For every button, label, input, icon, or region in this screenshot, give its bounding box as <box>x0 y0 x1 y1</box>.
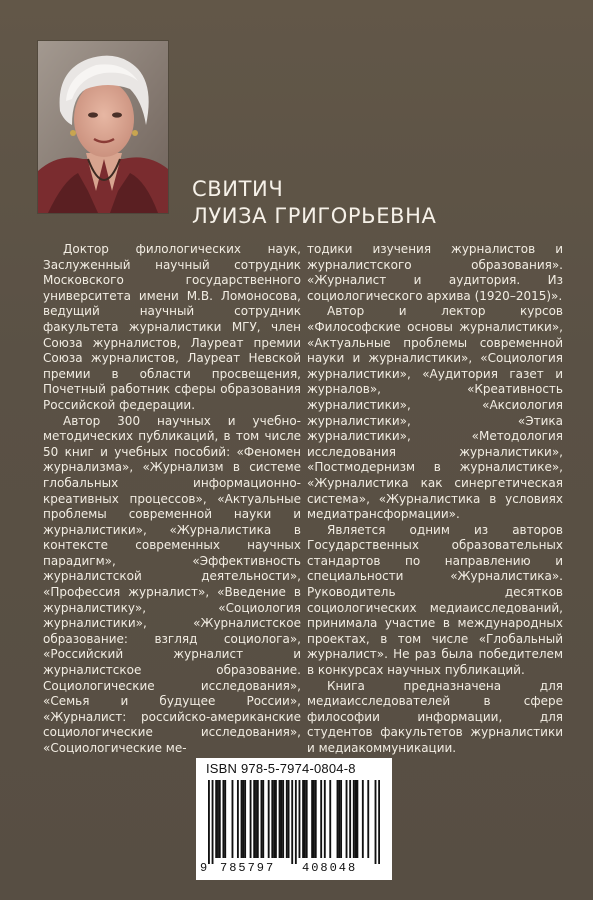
barcode-bar <box>241 780 243 858</box>
barcode-bar <box>244 780 246 858</box>
barcode-bar <box>349 780 351 858</box>
author-name <box>192 176 436 230</box>
barcode-bar <box>356 780 358 858</box>
barcode-bar <box>353 780 355 858</box>
barcode-bar <box>262 780 264 858</box>
author-surname: СВИТИЧ <box>192 177 284 201</box>
barcode-bar <box>320 780 322 858</box>
barcode-bar <box>315 780 317 858</box>
barcode-bar <box>242 780 244 858</box>
barcode-bar <box>268 780 270 858</box>
right-text-column <box>307 242 563 757</box>
barcode-bar <box>362 780 364 858</box>
barcode-bar <box>288 780 290 858</box>
barcode-bar <box>346 780 348 858</box>
author-given-names: ЛУИЗА ГРИГОРЬЕВНА <box>192 204 437 228</box>
courses-paragraph: Автор и лектор курсов «Философские основы журналистики», «Актуальные проблемы современной науки и журналистики», «Социология журналистики», «Аудитория газет и журналов», «Креативность журналистики», «Аксиология журналистики», «Этика журналистики», «Методология исследования журналистики», «Постмодернизм в журналистике», «Журналистика как синергетическая система», «Журналистика в условиях медиатрансформации». <box>307 304 563 522</box>
publications-continuation: тодики изучения журналистов и журналистского образования». «Журналист и аудитория. Из социологического архива (1920–2015)». <box>307 242 563 303</box>
barcode-bar <box>304 780 306 858</box>
barcode-bar <box>253 780 255 858</box>
barcode-bar <box>232 780 234 858</box>
barcode-bar <box>337 780 339 858</box>
barcode-bar <box>219 780 221 858</box>
barcode-bar <box>273 780 275 858</box>
barcode-first-digit: 9 <box>200 861 210 875</box>
barcode-bar <box>237 780 239 858</box>
bio-paragraph: Доктор филологических наук, Заслуженный научный сотрудник Московского государственного университета имени М.В. Ломоносова, ведущий научный сотрудник факультета журналистики МГУ, член Союза журналистов, Лауреат премии Союза журналистов, Лауреат Невской премии в области просвещения, Почетный работник сферы образования Российской федерации. <box>43 242 301 412</box>
barcode-bar <box>217 780 219 858</box>
barcode-bar <box>329 780 331 858</box>
barcode-bar <box>279 780 281 858</box>
barcode-bar <box>215 780 217 858</box>
barcode-bar <box>295 780 297 864</box>
barcode-bar <box>306 780 308 858</box>
author-portrait-illustration <box>38 41 168 213</box>
barcode-bar <box>257 780 259 858</box>
barcode-bar <box>224 780 226 858</box>
isbn-barcode <box>196 758 392 880</box>
audience-paragraph: Книга предназначена для медиаисследователей в сфере философии информации, для студентов факультетов журналистики и медиакоммуникации. <box>307 678 563 755</box>
barcode-bar <box>378 780 380 864</box>
barcode-bar <box>311 780 313 858</box>
barcode-bar <box>313 780 315 858</box>
barcode-bar <box>212 780 214 864</box>
barcode-left-group: 785797 <box>220 861 276 875</box>
isbn-label: ISBN 978-5-7974-0804-8 <box>206 761 356 776</box>
barcode-bar <box>250 780 252 858</box>
barcode-bar <box>222 780 224 858</box>
barcode-right-group: 408048 <box>302 861 358 875</box>
barcode-bar <box>286 780 288 858</box>
barcode-bar <box>261 780 263 858</box>
barcode-bar <box>367 780 369 858</box>
barcode-bar <box>282 780 284 858</box>
barcode-bar <box>355 780 357 858</box>
barcode-bar <box>291 780 293 864</box>
barcode-bar <box>375 780 377 864</box>
barcode-bars <box>208 780 380 864</box>
barcode-bar <box>302 780 304 858</box>
barcode-bar <box>340 780 342 858</box>
barcode-bar <box>299 780 301 858</box>
barcode-bar <box>324 780 326 858</box>
publications-paragraph: Автор 300 научных и учебно-методических публикаций, в том числе 50 книг и учебных пособий: «Феномен журнализма», «Журнализм в системе глобальных информационно-креативных процессов», «Актуальные проблемы современной науки и журналистики», «Журналистика в контексте современных научных парадигм», «Эффективность журналистской деятельности», «Профессия журналист», «Введение в журналистику», «Социология журналистики», «Журналистское образование: взгляд социолога», «Российский журналист и журналистское образование. Социологические исследования», «Семья и будущее России», «Журналист: российско-американские социологические исследования», «Социологические ме- <box>43 413 301 755</box>
barcode-bar <box>255 780 257 858</box>
barcode-bar <box>208 780 210 864</box>
barcode-bar <box>280 780 282 858</box>
standards-paragraph: Является одним из авторов Государственных образовательных стандартов по направлению и специальности «Журналистика». Руководитель десятков социологических медиаисследований, принимала участие в международных проектах, в том числе «Глобальный журналист». Не раз была победителем в конкурсах научных публикаций. <box>307 522 563 678</box>
barcode-bar <box>338 780 340 858</box>
left-text-column <box>43 242 301 757</box>
author-portrait <box>38 41 168 213</box>
barcode-bar <box>275 780 277 858</box>
barcode-bar <box>271 780 273 858</box>
